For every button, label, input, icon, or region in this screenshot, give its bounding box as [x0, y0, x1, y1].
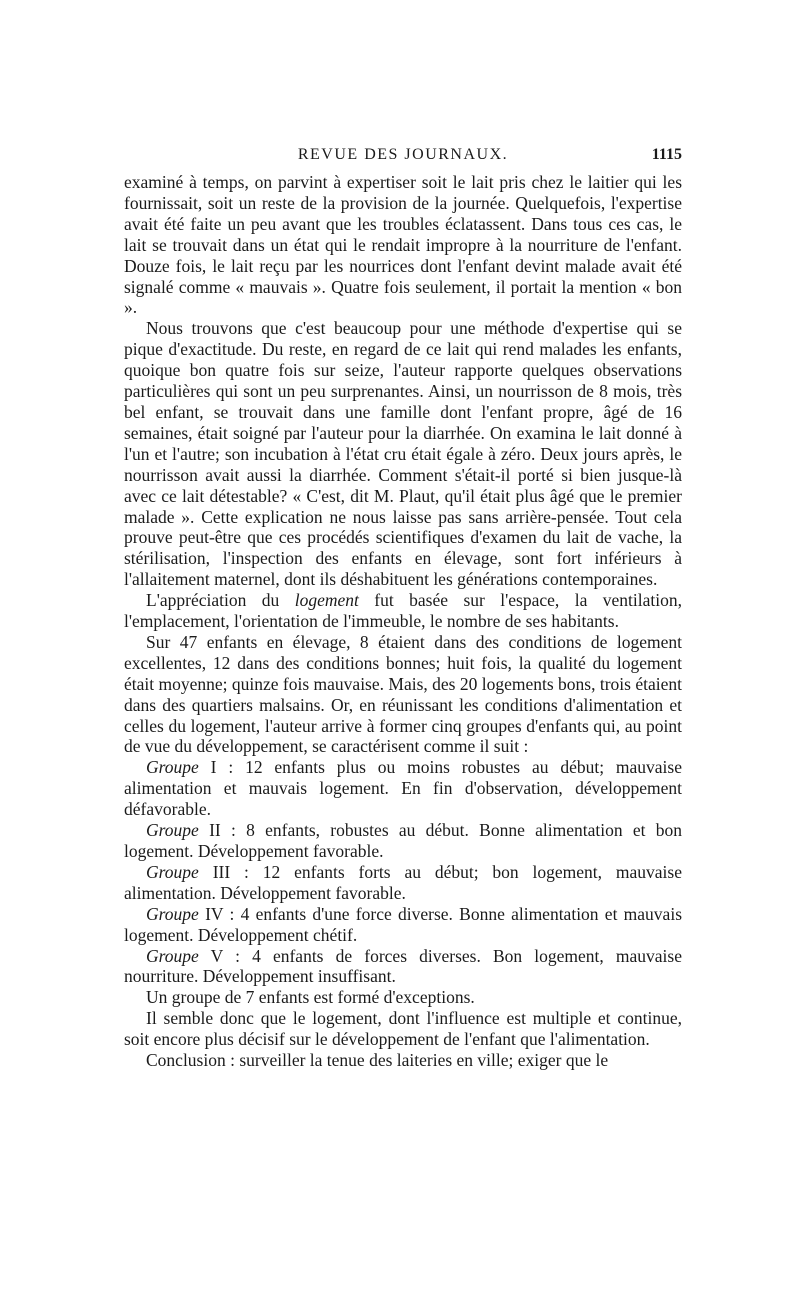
italic-term-logement: logement: [294, 590, 359, 611]
group-numeral: I :: [198, 757, 246, 778]
group-label: Groupe: [146, 757, 199, 778]
running-title: REVUE DES JOURNAUX.: [297, 146, 509, 163]
paragraph-enfants-elevage: Sur 47 enfants en élevage, 8 étaient dans des conditions de logement excellentes, 12 dans des conditions bonnes; huit fois, la qualité du logement était moyenne; quinze fois mauvaise. Mais, des 20 logements bons, trois étaient dans des quartiers malsains. Or, en réunissant les conditions d'alimentation et celles du logement, l'auteur arrive à former cinq groupes d'enfants qui, au point de vue du développement, se caractérisent comme il suit :: [124, 631, 682, 757]
group-item-5: [124, 946, 682, 988]
group-description: 12 enfants plus ou moins robustes au début; mauvaise alimentation et mauvais logement. En fin d'observation, développement défavorable.: [124, 757, 682, 820]
paragraph-influence-logement: Il semble donc que le logement, dont l'influence est multiple et continue, soit encore plus décisif sur le développement de l'enfant que l'alimentation.: [124, 1008, 682, 1050]
paragraph-exceptions: Un groupe de 7 enfants est formé d'exceptions.: [146, 987, 475, 1008]
group-numeral: II :: [198, 820, 247, 841]
running-head: [124, 146, 682, 168]
group-item-4: [124, 904, 682, 946]
group-numeral: III :: [198, 861, 263, 882]
paragraph-logement-start: L'appréciation du: [146, 590, 295, 611]
group-numeral: V :: [198, 945, 253, 966]
paragraph-expertise-critique: Nous trouvons que c'est beaucoup pour une méthode d'expertise qui se pique d'exactitude. Du reste, en regard de ce lait qui rend malades les enfants, quoique bon quatre fois sur seize, l'auteur rapporte quelques observations particulières qui sont un peu surprenantes. Ainsi, un nourrisson de 8 mois, très bel enfant, se trouvait dans une famille dont l'enfant propre, âgé de 16 semaines, était soigné par l'auteur pour la diarrhée. On examina le lait donné à l'un et l'autre; son incubation à l'état cru était égale à zéro. Deux jours après, le nourrisson avait aussi la diarrhée. Comment s'était-il porté si bien jusque-là avec ce lait détestable? « C'est, dit M. Plaut, qu'il était plus âgé que le premier malade ». Cette explication ne nous laisse pas sans arrière-pensée. Tout cela prouve peut-être que ces procédés scientifiques d'examen du lait de vache, la stérilisation, l'inspection des enfants en élevage, sont fort inférieurs à l'allaitement maternel, dont ils déshabituent les générations contemporaines.: [124, 318, 682, 590]
group-item-2: [124, 820, 682, 862]
body-text: [124, 172, 682, 1071]
group-label: Groupe: [146, 820, 199, 841]
group-description: 12 enfants forts au début; bon logement, mauvaise alimentation. Développement favorable.: [124, 861, 682, 903]
group-item-3: [124, 862, 682, 904]
paragraph-conclusion: Conclusion : surveiller la tenue des laiteries en ville; exiger que le: [146, 1050, 609, 1071]
group-label: Groupe: [146, 861, 199, 882]
group-item-1: [124, 757, 682, 820]
paragraph-continued: examiné à temps, on parvint à expertiser soit le lait pris chez le laitier qui les fournissait, soit un reste de la provision de la journée. Quelquefois, l'expertise avait été faite un peu avant que les troubles éclatassent. Dans tous ces cas, le lait se trouvait dans un état qui le rendait impropre à la nourriture de l'enfant. Douze fois, le lait reçu par les nourrices dont l'enfant devint malade avait été signalé comme « mauvais ». Quatre fois seulement, il portait la mention « bon ».: [124, 172, 682, 318]
page-number: 1115: [651, 146, 682, 163]
group-numeral: IV :: [198, 903, 241, 924]
group-description: 4 enfants de forces diverses. Bon logement, mauvaise nourriture. Développement insuffisant.: [124, 945, 682, 987]
group-description: 8 enfants, robustes au début. Bonne alimentation et bon logement. Développement favorable.: [124, 820, 682, 861]
paragraph-logement-end: fut basée sur l'espace, la ventilation, l'emplacement, l'orientation de l'immeuble, le nombre de ses habitants.: [124, 590, 683, 632]
paragraph-logement: [124, 590, 682, 632]
group-label: Groupe: [146, 945, 199, 966]
group-description: 4 enfants d'une force diverse. Bonne alimentation et mauvais logement. Développement chétif.: [124, 903, 682, 945]
group-label: Groupe: [146, 903, 199, 924]
